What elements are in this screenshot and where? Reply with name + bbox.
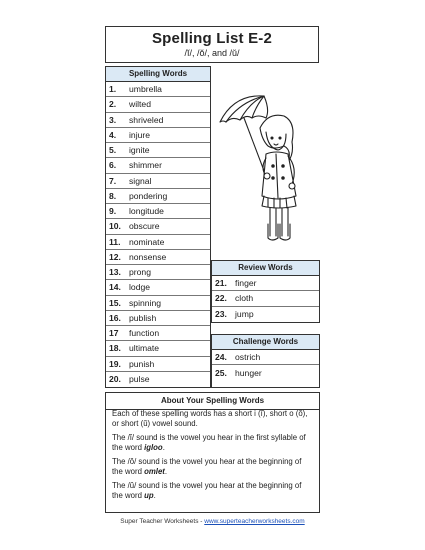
spelling-row [106,158,210,173]
word-number: 21. [215,278,227,289]
word-number: 5. [109,145,117,156]
challenge-row [212,365,319,380]
spelling-row [106,235,210,250]
spelling-row [106,250,210,265]
word-text: finger [235,278,257,289]
challenge-words-header: Challenge Words [212,335,319,350]
word-text: shriveled [129,114,164,125]
spelling-row [106,143,210,158]
about-paragraph-4-text: The /ŭ/ sound is the vowel you hear at the beginning of the word [112,481,302,500]
word-text: pondering [129,190,168,201]
word-number: 10. [109,221,121,232]
word-number: 16. [109,312,121,323]
spelling-row [106,82,210,97]
word-text: shimmer [129,160,162,171]
spelling-row [106,311,210,326]
word-text: ignite [129,145,150,156]
review-words-header: Review Words [212,261,319,276]
spelling-row [106,372,210,387]
word-number: 12. [109,251,121,262]
word-number: 18. [109,343,121,354]
word-number: 20. [109,374,121,385]
spelling-row [106,219,210,234]
spelling-row [106,204,210,219]
spelling-row [106,97,210,112]
word-number: 14. [109,282,121,293]
word-text: prong [129,267,151,278]
word-text: umbrella [129,84,162,95]
word-number: 9. [109,206,117,217]
word-text: spinning [129,297,162,308]
word-text: signal [129,175,152,186]
review-row [212,307,319,322]
word-text: injure [129,129,151,140]
review-words-table [211,260,320,323]
word-text: longitude [129,206,164,217]
word-text: cloth [235,293,254,304]
spelling-row [106,341,210,356]
word-number: 22. [215,293,227,304]
spelling-row [106,265,210,280]
word-number: 19. [109,358,121,369]
spelling-row [106,113,210,128]
word-number: 7. [109,175,117,186]
word-text: ostrich [235,352,261,363]
about-paragraph-2-text: The /ĭ/ sound is the vowel you hear in the first syllable of the word [112,433,306,452]
word-text: ultimate [129,343,160,354]
review-row [212,291,319,306]
about-paragraph-1: Each of these spelling words has a short i (ĭ), short o (ŏ), or short (ŭ) vowel sound. [112,409,308,428]
word-text: wilted [129,99,151,110]
word-text: pulse [129,374,150,385]
challenge-words-table [211,334,320,388]
girl-umbrella-illustration [212,88,320,258]
word-number: 2. [109,99,117,110]
footer-link[interactable]: www.superteacherworksheets.com [204,518,305,525]
word-number: 13. [109,267,121,278]
word-text: obscure [129,221,160,232]
word-number: 1. [109,84,117,95]
spelling-row [106,128,210,143]
word-number: 25. [215,367,227,378]
word-number: 24. [215,352,227,363]
word-number: 6. [109,160,117,171]
page-subtitle: /ĭ/, /ŏ/, and /ŭ/ [184,48,240,58]
spelling-row [106,357,210,372]
footer-prefix: Super Teacher Worksheets - [120,518,205,525]
page-title: Spelling List E-2 [151,30,273,47]
word-number: 11. [109,236,121,247]
word-number: 3. [109,114,117,125]
review-row [212,276,319,291]
word-number: 23. [215,309,227,320]
spelling-row [106,189,210,204]
challenge-row [212,350,319,365]
about-paragraph-2: The /ĭ/ sound is the vowel you hear in the first syllable of the word igloo. [112,433,306,452]
spelling-words-header: Spelling Words [106,67,210,82]
word-number: 15. [109,297,121,308]
word-text: punish [129,358,155,369]
about-paragraph-3: The /ŏ/ sound is the vowel you hear at the beginning of the word omlet. [112,457,302,476]
title-box [105,26,319,63]
about-paragraph-4: The /ŭ/ sound is the vowel you hear at the beginning of the word up. [112,481,302,500]
keyword-omlet: omlet [144,467,165,476]
spelling-words-table [105,66,211,388]
keyword-igloo: igloo [144,443,163,452]
about-paragraph-3-text: The /ŏ/ sound is the vowel you hear at the beginning of the word [112,457,302,476]
about-header: About Your Spelling Words [160,396,265,405]
word-text: publish [129,312,157,323]
word-text: lodge [129,282,151,293]
word-text: nonsense [129,251,167,262]
spelling-row [106,280,210,295]
word-text: hunger [235,367,262,378]
word-text: function [129,328,160,339]
spelling-row [106,174,210,189]
spelling-row [106,296,210,311]
word-number: 8. [109,190,117,201]
word-text: nominate [129,236,165,247]
about-section [105,392,320,513]
word-number: 4. [109,129,117,140]
word-text: jump [235,309,254,320]
spelling-row [106,326,210,341]
word-number: 17 [109,328,119,339]
keyword-up: up [144,491,154,500]
footer [105,518,320,525]
